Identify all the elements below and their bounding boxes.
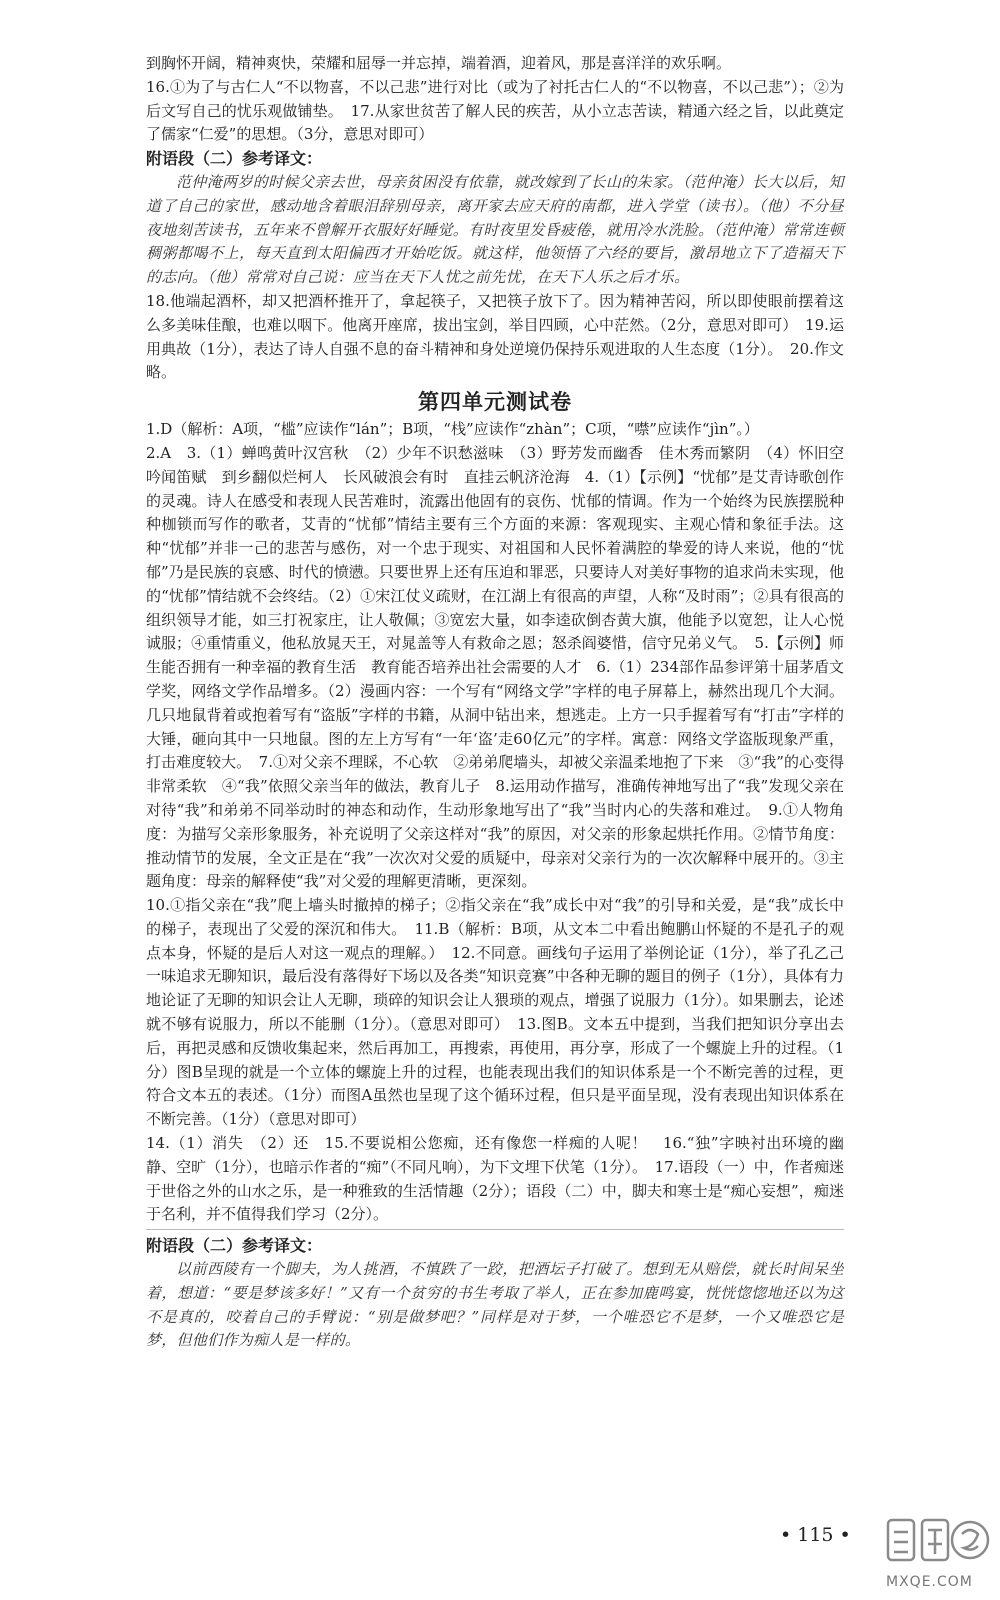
section-heading: 附语段（二）参考译文： (146, 1236, 323, 1256)
divider (146, 1229, 844, 1230)
paragraph: 18.他端起酒杯，却又把酒杯推开了，拿起筷子，又把筷子放下了。因为精神苦闷，所以即使眼前摆着这么多美味佳酿，也难以咽下。他离开座席，拔出宝剑，举目四顾，心中茫然。（2分，意思对即可） 19.运用典故（1分），表达了诗人自强不息的奋斗精神和身处逆境仍保持乐观进取的人生态度（1分）。 20.作文略。 (146, 291, 844, 382)
translation-paragraph: 范仲淹两岁的时候父亲去世，母亲贫困没有依靠，就改嫁到了长山的朱家。（范仲淹）长大以后，知道了自己的家世，感动地含着眼泪辞别母亲，离开家去应天府的南都，进入学堂（读书）。（他）不分昼夜地刻苦读书，五年来不曾解开衣服好好睡觉。有时夜里发昏疲倦，就用冷水洗脸。（范仲淹）常常连顿稠粥都喝不上，每天直到太阳偏西才开始吃饭。就这样，他领悟了六经的要旨，激昂地立下了造福天下的志向。（他）常常对自己说：应当在天下人忧之前先忧，在天下人乐之后才乐。 (146, 172, 844, 287)
unit-title: 第四单元测试卷 (418, 390, 572, 415)
paragraph: 10.①指父亲在“我”爬上墙头时撤掉的梯子；②指父亲在“我”成长中对“我”的引导和关爱，是“我”成长中的梯子，表现出了父爱的深沉和伟大。 11.B（解析：B项，从文本二中看出鲍鹏山怀疑的不是孔子的观点本身，怀疑的是后人对这一观点的理解。） 12.不同意。画线句子运用了举例论证（1分），举了孔乙己一味追求无聊知识，最后没有落得好下场以及各类“知识竞赛”中各种无聊的题目的例子（1分），具体有力地论证了无聊的知识会让人无聊，琐碎的知识会让人猥琐的观点，增强了说服力（1分）。如果删去，论述就不够有说服力，所以不能删（1分）。（意思对即可） 13.图B。文本五中提到，当我们把知识分享出去后，再把灵感和反馈收集起来，然后再加工，再搜索，再使用，再分享，形成了一个螺旋上升的过程。（1分）图B呈现的就是一个立体的螺旋上升的过程，也能表现出我们的知识体系是一个不断完善的过程，更符合文本五的表述。（1分）而图A虽然也呈现了这个循环过程，但只是平面呈现，没有表现出知识体系在不断完善。（1分）（意思对即可） (146, 896, 844, 1129)
answer-column (146, 52, 844, 1353)
watermark-logo-icon (882, 1516, 994, 1594)
paragraph: 14.（1）消失 （2）还 15.不要说相公您痴，还有像您一样痴的人呢！ 16.“独”字映衬出环境的幽静、空旷（1分），也暗示作者的“痴”（不同凡响），为下文埋下伏笔（1分）。 17.语段（一）中，作者痴迷于世俗之外的山水之乐，是一种雅致的生活情趣（2分）；语段（二）中，脚夫和寒士是“痴心妄想”，痴迷于名利，并不值得我们学习（2分）。 (146, 1134, 844, 1224)
paragraph: 到胸怀开阔，精神爽快，荣耀和屈辱一并忘掉，端着酒，迎着风，那是喜洋洋的欢乐啊。 (146, 54, 732, 72)
section-heading: 附语段（二）参考译文： (146, 149, 323, 169)
paragraph: 16.①为了与古仁人“不以物喜，不以己悲”进行对比（或为了衬托古仁人的“不以物喜，不以己悲”）；②为后文写自己的忧乐观做铺垫。 17.从家世贫苦了解人民的疾苦，从小立志苦读，精通六经之旨，以此奠定了儒家“仁爱”的思想。（3分，意思对即可） (146, 77, 844, 144)
watermark-text: MXQE.COM (886, 1574, 973, 1590)
paragraph: 2.A 3.（1）蝉鸣黄叶汉宫秋 （2）少年不识愁滋味 （3）野芳发而幽香 佳木秀而繁阴 （4）怀旧空吟闻笛赋 到乡翻似烂柯人 长风破浪会有时 直挂云帆济沧海 4.（1）【示例】“忧郁”是艾青诗歌创作的灵魂。诗人在感受和表现人民苦难时，流露出他固有的哀伤、忧郁的情调。作为一个始终为民族摆脱种种枷锁而写作的歌者，艾青的“忧郁”情结主要有三个方面的来源：客观现实、主观心情和象征手法。这种“忧郁”并非一己的悲苦与感伤，对一个忠于现实、对祖国和人民怀着满腔的挚爱的诗人来说，他的“忧郁”乃是民族的哀感、时代的愤懑。只要世界上还有压迫和罪恶，只要诗人对美好事物的追求尚未实现，他的“忧郁”情结就不会终结。（2）①宋江仗义疏财，在江湖上有很高的声望，人称“及时雨”；②具有很高的组织领导才能，如三打祝家庄，让人敬佩；③宽宏大量，如李逵砍倒杏黄大旗，他能予以宽恕，让人心悦诚服；④重情重义，他私放晁天王，对晁盖等人有救命之恩；怒杀阎婆惜，信守兄弟义气。 5.【示例】师生能否拥有一种幸福的教育生活 教育能否培养出社会需要的人才 6.（1）234部作品参评第十届茅盾文学奖，网络文学作品增多。（2）漫画内容：一个写有“网络文学”字样的电子屏幕上，赫然出现几个大洞。几只地鼠背着或抱着写有“盗版”字样的书籍，从洞中钻出来，想逃走。上方一只手握着写有“打击”字样的大锤，砸向其中一只地鼠。图的左上方写有“一年‘盗’走60亿元”的字样。寓意：网络文学盗版现象严重，打击难度较大。 7.①对父亲不理睬，不心软 ②弟弟爬墙头，却被父亲温柔地抱了下来 ③“我”的心变得非常柔软 ④“我”依照父亲当年的做法，教育儿子 8.运用动作描写，准确传神地写出了“我”发现父亲在对待“我”和弟弟不同举动时的神态和动作，生动形象地写出了“我”当时内心的失落和难过。 9.①人物角度：为描写父亲形象服务，补充说明了父亲这样对“我”的原因，对父亲的形象起烘托作用。②情节角度：推动情节的发展，全文正是在“我”一次次对父爱的质疑中，母亲对父亲行为的一次次解释中展开的。③主题角度：母亲的解释使“我”对父爱的理解更清晰，更深刻。 (146, 443, 844, 891)
translation-paragraph: 以前西陵有一个脚夫，为人挑酒，不慎跌了一跤，把酒坛子打破了。想到无从赔偿，就长时间呆坐着，想道：“要是梦该多好！”又有一个贫穷的书生考取了举人，正在参加鹿鸣宴，恍恍惚惚地还以为这不是真的，咬着自己的手臂说：“别是做梦吧？”同样是对于梦，一个唯恐它不是梦，一个又唯恐它是梦，但他们作为痴人是一样的。 (146, 1260, 844, 1350)
paragraph: 1.D（解析：A项，“槛”应读作“lán”；B项，“栈”应读作“zhàn”；C项，“噤”应读作“jìn”。） (146, 420, 759, 439)
page-number: • 115 • (780, 1524, 851, 1546)
